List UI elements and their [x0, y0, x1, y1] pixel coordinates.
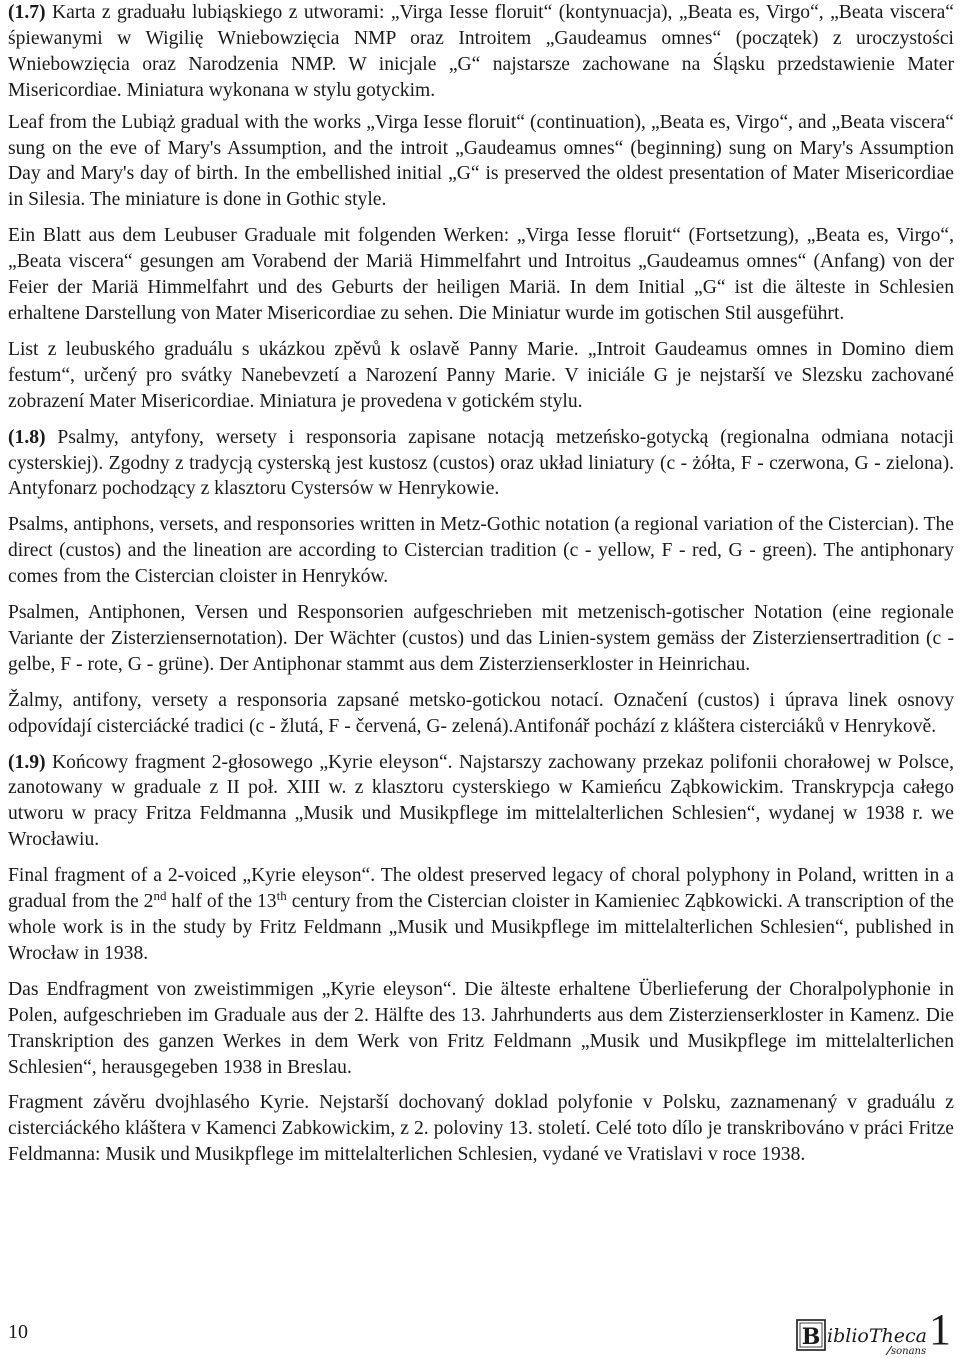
paragraph-1-9-german: [8, 977, 954, 1081]
ordinal-superscript: th: [276, 888, 287, 904]
paragraph-text-part: half of the 13: [166, 891, 277, 913]
paragraph-text: Psalms, antiphons, versets, and responsories written in Metz-Gothic notation (a regional variation of the Cistercian). The direct (custos) and the lineation are according to Cistercian tradition (c - yellow, F - red, G - green). The antiphonary comes from the Cistercian cloister in Henryków.: [8, 514, 954, 588]
paragraph-1-8-english: [8, 512, 954, 590]
bibliotheca-sonans-logo: [796, 1318, 946, 1356]
paragraph-text: Psalmen, Antiphonen, Versen und Responsorien aufgeschrieben mit metzenisch-gotischer Notation (eine regionale Variante der Zisterziensernotation). Der Wächter (custos) und das Linien-system gemäss der Zisterziensertradition (c - gelbe, F - rote, G - grüne). Der Antiphonar stammt aus dem Zisterzienserkloster in Heinrichau.: [8, 602, 954, 675]
document-body: [8, 0, 954, 1178]
paragraph-text: List z leubuského graduálu s ukázkou zpěvů k oslavě Panny Marie. „Introit Gaudeamus omnes in Domino diem festum“, určený pro svátky Nanebevzetí a Narození Panny Marie. V iniciále G je nejstarší ve Slezsku zachované zobrazení Mater Misericordiae. Miniatura je provedena v gotickém stylu.: [8, 338, 954, 412]
paragraph-1-7-english: [8, 110, 954, 214]
paragraph-text-part: Final fragment of a 2-voiced „Kyrie eleyson“. The oldest preserved legacy of choral polyphony in Poland, written in a gradual from the 2: [8, 865, 954, 913]
paragraph-1-7-polish: [8, 0, 954, 104]
item-number: (1.9): [8, 751, 46, 773]
paragraph-1-7-czech: [8, 337, 954, 415]
paragraph-1-8-czech: [8, 688, 954, 740]
paragraph-text-part: century from the Cistercian cloister in Kamieniec Ząbkowicki. A transcription of the whole work is in the study by Fritz Feldmann „Musik und Musikpflege im mittelalterlichen Schlesien“, published in Wrocław in 1938.: [8, 891, 954, 964]
paragraph-1-9-english: [8, 863, 954, 967]
ordinal-superscript: nd: [153, 888, 167, 904]
paragraph-1-8-polish: [8, 425, 954, 503]
paragraph-text: Žalmy, antifony, versety a responsoria zapsané metsko-gotickou notací. Označení (custos) i úprava linek osnovy odpovídají cisterciácké tradici (c - žlutá, F - červená, G- zelená).Antifonář pochází z kláštera cisterciáků v Henrykově.: [8, 689, 954, 737]
logo-subtitle: sonans: [891, 1346, 927, 1356]
paragraph-1-8-german: [8, 600, 954, 678]
item-number: (1.7): [8, 2, 46, 23]
svg-text:iblioTheca: iblioTheca: [827, 1325, 927, 1347]
item-number: (1.8): [8, 426, 46, 448]
paragraph-1-7-german: [8, 223, 954, 327]
paragraph-text: Końcowy fragment 2-głosowego „Kyrie eleyson“. Najstarszy zachowany przekaz polifonii chorałowej w Polsce, zanotowany w graduale z II poł. XIII w. z klasztoru cysterskiego w Kamieńcu Ząbkowickim. Transkrypcja całego utworu w pracy Fritza Feldmanna „Musik und Musikpflege im mittelalterlichen Schlesien“, wydanej w 1938 r. we Wrocławiu.: [8, 751, 954, 851]
paragraph-text: Karta z graduału lubiąskiego z utworami: „Virga Iesse floruit“ (kontynuacja), „Beata es, Virgo“, „Beata viscera“ śpiewanymi w Wigilię Wniebowzięcia NMP oraz Introitem „Gaudeamus omnes“ (początek) z uroczystości Wniebowzięcia oraz Narodzenia NMP. W inicjale „G“ najstarsze zachowane na Śląsku przedstawienie Mater Misericordiae. Miniatura wykonana w stylu gotyckim.: [8, 2, 954, 101]
paragraph-1-9-polish: [8, 750, 954, 854]
paragraph-text: Fragment závěru dvojhlasého Kyrie. Nejstarší dochovaný doklad polyfonie v Polsku, zaznamenaný v graduálu z cisterciáckého kláštera v Kamenci Zabkowickim, z 2. poloviny 13. století. Celé toto dílo je transkribováno v práci Fritze Feldmanna: Musik und Musikpflege im mittelalterlichen Schlesien, vydané ve Vratislavi v roce 1938.: [8, 1092, 954, 1166]
paragraph-text: Leaf from the Lubiąż gradual with the works „Virga Iesse floruit“ (continuation), „Beata es, Virgo“, and „Beata viscera“ sung on the eve of Mary's Assumption, and the introit „Gaudeamus omnes“ (beginning) sung on Mary's Assumption Day and Mary's day of birth. In the embellished initial „G“ is preserved the oldest presentation of Mater Misericordiae in Silesia. The miniature is done in Gothic style.: [8, 111, 954, 211]
paragraph-text: Das Endfragment von zweistimmigen „Kyrie eleyson“. Die älteste erhaltene Überlieferung der Choralpolyphonie in Polen, aufgeschrieben im Graduale aus der 2. Hälfte des 13. Jahrhunderts aus dem Zisterzienserkloster in Kamenz. Die Transkription des ganzen Werkes in dem Werk von Fritz Feldmann „Musik und Musikpflege im mittelalterlichen Schlesien“, herausgegeben 1938 in Breslau.: [8, 978, 954, 1078]
paragraph-text: Ein Blatt aus dem Leubuser Graduale mit folgenden Werken: „Virga Iesse floruit“ (Fortsetzung), „Beata es, Virgo“, „Beata viscera“ gesungen am Vorabend der Mariä Himmelfahrt und Introitus „Gaudeamus omnes“ (Anfang) von der Feier der Mariä Himmelfahrt und des Geburts der heiligen Mariä. In dem Initial „G“ ist die älteste in Schlesien erhaltene Darstellung von Mater Misericordiae zu sehen. Die Miniatur wurde im gotischen Stil ausgeführt.: [8, 225, 954, 324]
page-number-left: 10: [8, 1321, 28, 1343]
page-number-right: 1: [929, 1305, 951, 1354]
paragraph-text: Psalmy, antyfony, wersety i responsoria zapisane notacją metzeńsko-gotycką (regionalna odmiana notacji cysterskiej). Zgodny z tradycją cysterską jest kustosz (custos) oraz układ liniatury (c - żółta, F - czerwona, G - zielona). Antyfonarz pochodzący z klasztoru Cystersów w Henrykowie.: [8, 426, 954, 500]
svg-text:B: B: [801, 1324, 821, 1350]
paragraph-1-9-czech: [8, 1090, 954, 1168]
